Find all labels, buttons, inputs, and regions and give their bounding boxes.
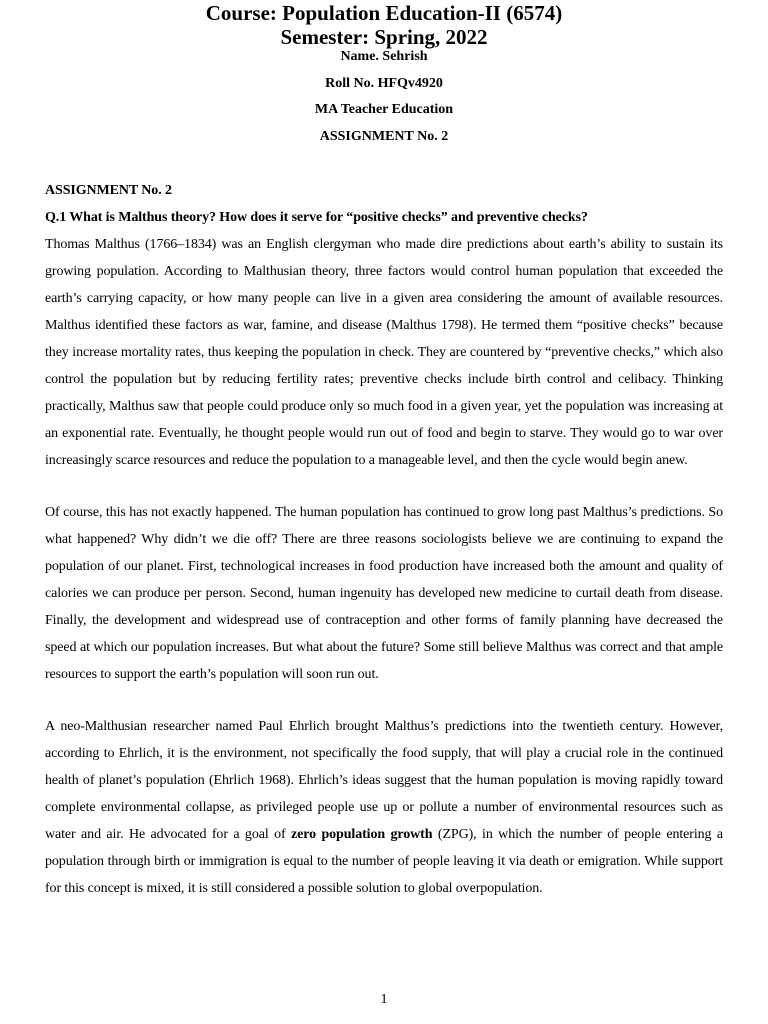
paragraph-3-after: (ZPG), in which the number of people entering a population through birth or immigration is equal to the number of people leaving it via death or emigration. While support for this concept is mixed, it is still considered a possible solution to global overpopulation. xyxy=(45,827,723,896)
paragraph-3-before: A neo-Malthusian researcher named Paul Ehrlich brought Malthus’s predictions into the twentieth century. However, according to Ehrlich, it is the environment, not specifically the food supply, that will play a crucial role in the continued health of planet’s population (Ehrlich 1968). Ehrlich’s ideas suggest that the human population is moving rapidly toward complete environmental collapse, as privileged people use up or pollute a number of environmental resources such as water and air. He advocated for a goal of xyxy=(45,719,723,842)
assignment-heading: ASSIGNMENT No. 2 xyxy=(45,183,172,198)
paragraph-2-text: Of course, this has not exactly happened. The human population has continued to grow long past Malthus’s predictions. So what happened? Why didn’t we die off? There are three reasons sociologists believe we are continuing to expand the population of our planet. First, technological increases in food production have increased both the amount and quality of calories we can produce per person. Second, human ingenuity has developed new medicine to curtail death from disease. Finally, the development and widespread use of contraception and other forms of family planning have decreased the speed at which our population increases. But what about the future? Some still believe Malthus was correct and that ample resources to support the earth’s population will soon run out. xyxy=(45,505,723,682)
course-title: Course: Population Education-II (6574) xyxy=(205,1,563,25)
paragraph-3-text xyxy=(45,713,723,902)
roll-number: Roll No. HFQv4920 xyxy=(325,76,443,91)
page-number: 1 xyxy=(380,992,388,1007)
semester-title: Semester: Spring, 2022 xyxy=(280,25,488,49)
program-name: MA Teacher Education xyxy=(314,102,454,117)
paragraph-population-growth xyxy=(45,499,723,688)
assignment-label: ASSIGNMENT No. 2 xyxy=(319,129,449,144)
paragraph-malthus-theory xyxy=(45,231,723,474)
paragraph-1-text: Thomas Malthus (1766–1834) was an English clergyman who made dire predictions about earth’s ability to sustain its growing population. According to Malthusian theory, three factors would control human population that exceeded the earth’s carrying capacity, or how many people can live in a given area considering the amount of available resources. Malthus identified these factors as war, famine, and disease (Malthus 1798). He termed them “positive checks” because they increase mortality rates, thus keeping the population in check. They are countered by “preventive checks,” which also control the population but by reducing fertility rates; preventive checks include birth control and celibacy. Thinking practically, Malthus saw that people could produce only so much food in a given year, yet the population was increasing at an exponential rate. Eventually, he thought people would run out of food and begin to starve. They would go to war over increasingly scarce resources and reduce the population to a manageable level, and then the cycle would begin anew. xyxy=(45,237,723,468)
zpg-term: zero population growth xyxy=(291,827,433,842)
question-heading: Q.1 What is Malthus theory? How does it serve for “positive checks” and preventive checks? xyxy=(45,210,588,225)
paragraph-neo-malthusian xyxy=(45,713,723,902)
student-name: Name. Sehrish xyxy=(340,49,428,64)
